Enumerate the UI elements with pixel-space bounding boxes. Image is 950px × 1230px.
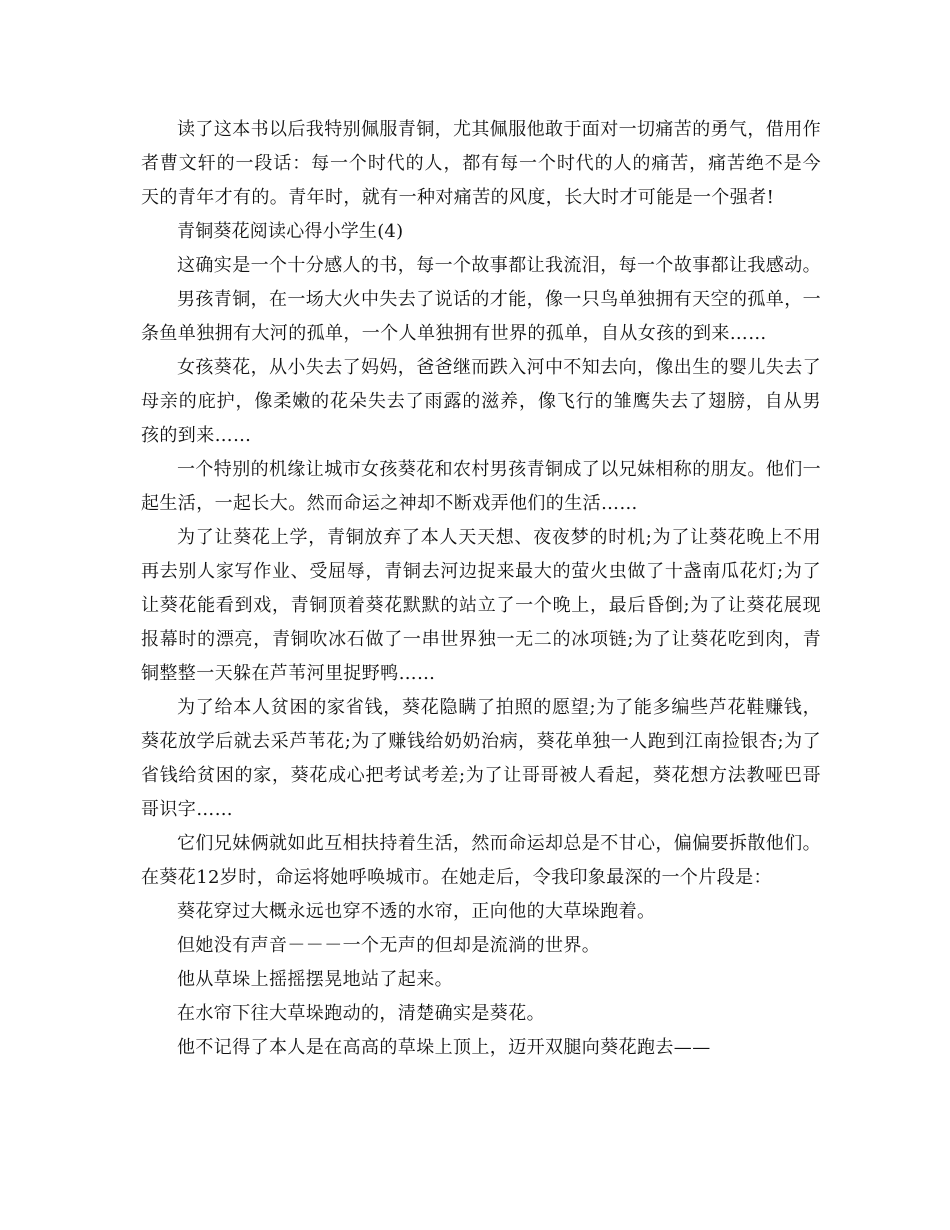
paragraph: 在水帘下往大草垛跑动的，清楚确实是葵花。	[177, 1003, 545, 1024]
paragraph: 但她没有声音－－－一个无声的但却是流淌的世界。	[177, 935, 601, 956]
section-heading: 青铜葵花阅读心得小学生(4)	[177, 221, 404, 242]
paragraph: 读了这本书以后我特别佩服青铜，尤其佩服他敢于面对一切痛苦的勇气，借用作者曹文轩的一段话：每一个时代的人，都有每一个时代的人的痛苦，痛苦绝不是今天的青年才有的。青年时，就有一种对痛苦的风度，长大时才可能是一个强者!	[141, 119, 821, 208]
document-body	[141, 113, 821, 1065]
paragraph: 男孩青铜，在一场大火中失去了说话的才能，像一只鸟单独拥有天空的孤单，一条鱼单独拥有大河的孤单，一个人单独拥有世界的孤单，自从女孩的到来……	[141, 289, 821, 344]
paragraph: 葵花穿过大概永远也穿不透的水帘，正向他的大草垛跑着。	[177, 901, 656, 922]
paragraph: 他不记得了本人是在高高的草垛上顶上，迈开双腿向葵花跑去——	[177, 1037, 711, 1058]
paragraph: 这确实是一个十分感人的书，每一个故事都让我流泪，每一个故事都让我感动。	[177, 255, 821, 276]
paragraph: 为了给本人贫困的家省钱，葵花隐瞒了拍照的愿望;为了能多编些芦花鞋赚钱，葵花放学后就去采芦苇花;为了赚钱给奶奶治病，葵花单独一人跑到江南捡银杏;为了省钱给贫困的家，葵花成心把考试考差;为了让哥哥被人看起，葵花想方法教哑巴哥哥识字……	[141, 697, 821, 820]
paragraph: 女孩葵花，从小失去了妈妈，爸爸继而跌入河中不知去向，像出生的婴儿失去了母亲的庇护，像柔嫩的花朵失去了雨露的滋养，像飞行的雏鹰失去了翅膀，自从男孩的到来……	[141, 357, 821, 446]
paragraph: 它们兄妹俩就如此互相扶持着生活，然而命运却总是不甘心，偏偏要拆散他们。在葵花12岁时，命运将她呼唤城市。在她走后，令我印象最深的一个片段是：	[141, 833, 821, 888]
paragraph: 为了让葵花上学，青铜放弃了本人天天想、夜夜梦的时机;为了让葵花晚上不用再去别人家写作业、受屈辱，青铜去河边捉来最大的萤火虫做了十盏南瓜花灯;为了让葵花能看到戏，青铜顶着葵花默默的站立了一个晚上，最后昏倒;为了让葵花展现报幕时的漂亮，青铜吹冰石做了一串世界独一无二的冰项链;为了让葵花吃到肉，青铜整整一天躲在芦苇河里捉野鸭……	[141, 527, 821, 684]
paragraph: 一个特别的机缘让城市女孩葵花和农村男孩青铜成了以兄妹相称的朋友。他们一起生活，一起长大。然而命运之神却不断戏弄他们的生活……	[141, 459, 821, 514]
paragraph: 他从草垛上摇摇摆晃地站了起来。	[177, 969, 453, 990]
